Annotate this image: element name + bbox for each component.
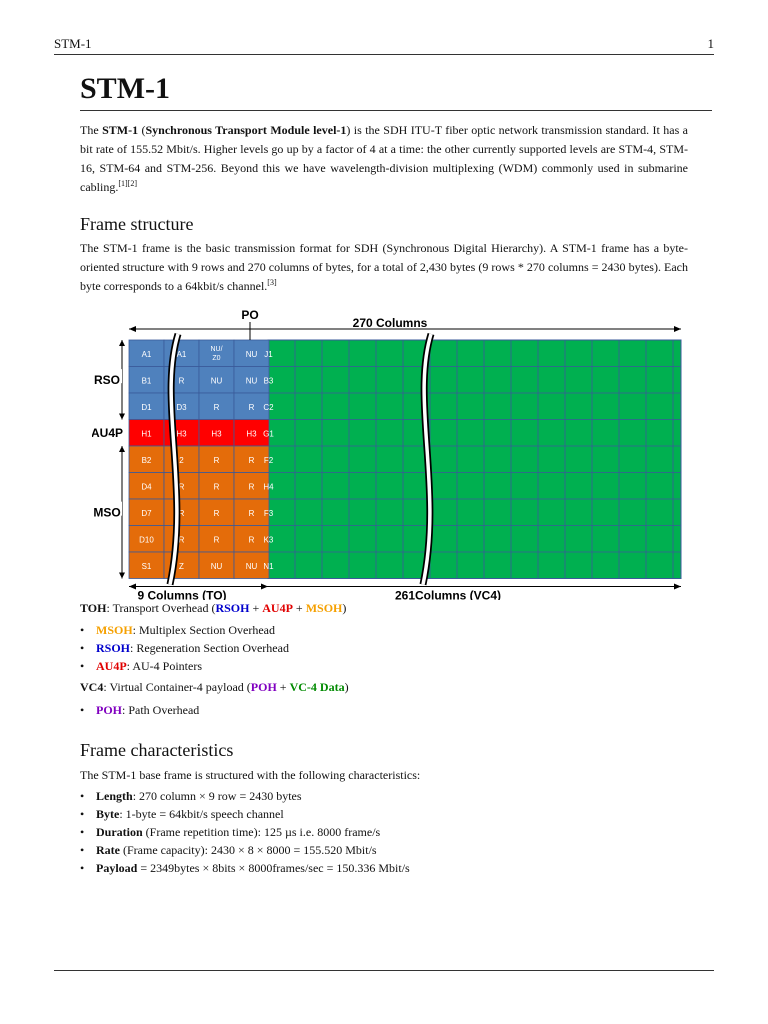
item-text: (Frame capacity): 2430 × 8 × 8000 = 155.520 Mbit/s [120, 843, 377, 857]
overhead-cell-label: D1 [141, 403, 152, 412]
arrowhead [261, 584, 268, 590]
overhead-cell-label: R [248, 456, 255, 465]
arrowhead [119, 414, 125, 420]
au4p-key: AU4P [96, 659, 127, 673]
overhead-cell-label: D7 [141, 509, 152, 518]
frame-diagram-svg [92, 305, 692, 600]
overhead-cell-label: R [248, 403, 255, 412]
toh-label: TOH [80, 601, 107, 615]
vc4-poh: POH [250, 680, 277, 694]
vc4-label: VC4 [80, 680, 104, 694]
poh-desc: : Path Overhead [122, 703, 200, 717]
poh-cell-label: B3 [263, 376, 274, 386]
overhead-cell-label: D3 [176, 403, 187, 412]
overhead-cell-label: A1 [176, 350, 187, 359]
overhead-cell-label: S1 [141, 562, 152, 571]
overhead-cell-label: NU [245, 376, 258, 386]
poh-cell-label: N1 [263, 562, 274, 571]
overhead-cell-label: R [178, 535, 185, 545]
ref-link-3[interactable]: [3] [267, 278, 277, 287]
list-item [80, 701, 199, 719]
overhead-cell-label: H1 [141, 429, 152, 439]
list-item [80, 823, 410, 841]
overhead-cell-label: NU [245, 562, 258, 571]
vc4-data: VC-4 Data [289, 680, 345, 694]
frame-characteristics-intro: The STM-1 base frame is structured with the following characteristics: [80, 768, 421, 782]
list-item [80, 657, 289, 675]
intro-text-3: ) is the SDH ITU-T fiber optic network transmission standard. It has a bit rate of 155.52 Mbit/s. Higher levels go up by a factor of 4 at a time: the other currently supported levels are STM-4, STM-16, STM-64 and STM-256. Beyond this we have wavelength-division multiplexing (WDM) commonly used in submarine cabling. [80, 123, 689, 194]
overhead-cell [199, 340, 234, 367]
arrowhead [119, 340, 125, 346]
item-key: Byte [96, 807, 120, 821]
label-mso: MSO [93, 505, 121, 520]
poh-cell-label: H4 [263, 482, 274, 492]
frame-characteristics-list [80, 787, 410, 877]
page-number: 1 [707, 36, 714, 51]
toh-list [80, 621, 289, 675]
list-item [80, 621, 289, 639]
overhead-cell-label: D4 [141, 482, 152, 492]
overhead-cell-label: B2 [141, 456, 152, 465]
overhead-cell-label: R [213, 535, 220, 545]
title-rule [80, 110, 712, 111]
toh-legend-line [80, 601, 346, 616]
overhead-cell-label: R [248, 482, 255, 492]
intro-bold-fullname: Synchronous Transport Module level-1 [145, 123, 347, 137]
overhead-cell-label: NU [245, 350, 258, 359]
label-po: PO [241, 308, 259, 322]
item-text: = 2349bytes × 8bits × 8000frames/sec = 150.336 Mbit/s [137, 861, 410, 875]
intro-paragraph [80, 121, 688, 197]
au4p-desc: : AU-4 Pointers [126, 659, 203, 673]
item-text: (Frame repetition time): 125 µs i.e. 8000 frame/s [142, 825, 381, 839]
list-item [80, 841, 410, 859]
poh-cell-label: F3 [263, 509, 274, 518]
stm1-frame-diagram [92, 305, 692, 600]
msoh-key: MSOH [96, 623, 133, 637]
overhead-cell-label: NU [210, 562, 223, 571]
vc4-legend-line [80, 680, 349, 695]
item-key: Duration [96, 825, 143, 839]
poh-cell-label: C2 [263, 403, 274, 412]
overhead-cell-label: R [248, 535, 255, 545]
overhead-cell-label: H3 [176, 429, 187, 439]
list-item [80, 805, 410, 823]
poh-cell-label: J1 [264, 350, 273, 359]
label-261-columns: 261Columns (VC4) [394, 588, 502, 600]
list-item [80, 859, 410, 877]
ref-link-2[interactable]: [2] [127, 179, 137, 188]
overhead-cell-label: R [178, 376, 185, 386]
poh-cell-label: F2 [263, 456, 274, 465]
poh-key: POH [96, 703, 122, 717]
overhead-cell-label: R [213, 403, 220, 412]
item-text: : 270 column × 9 row = 2430 bytes [132, 789, 302, 803]
footer-rule [54, 970, 714, 971]
overhead-cell-label: R [178, 482, 185, 492]
toh-text: : Transport Overhead ( [106, 601, 216, 615]
arrowhead [674, 584, 681, 590]
poh-cell-label: K3 [263, 535, 274, 545]
page-title: STM-1 [80, 72, 170, 105]
overhead-cell-label: R [248, 509, 255, 518]
list-item [80, 787, 410, 805]
overhead-cell-label: Z0 [212, 355, 221, 362]
vc4-text: : Virtual Container-4 payload ( [103, 680, 251, 694]
arrowhead [674, 326, 681, 332]
msoh-desc: : Multiplex Section Overhead [132, 623, 275, 637]
overhead-cell-label: H3 [246, 429, 257, 439]
toh-close: ) [342, 601, 347, 615]
overhead-cell-label: Z [179, 562, 184, 571]
overhead-cell-label: H3 [211, 429, 222, 439]
overhead-cell-label: NU [210, 376, 223, 386]
label-rso: RSO [93, 372, 121, 387]
item-key: Payload [96, 861, 138, 875]
arrowhead [129, 584, 136, 590]
overhead-cell-label: B1 [141, 376, 152, 386]
overhead-cell-label: 2 [179, 456, 184, 465]
intro-text-2: ( [138, 123, 146, 137]
rsoh-desc: : Regeneration Section Overhead [130, 641, 289, 655]
overhead-cell-label: R [213, 482, 220, 492]
rsoh-key: RSOH [96, 641, 131, 655]
vc4-plus: + [276, 680, 290, 694]
toh-rsoh: RSOH [215, 601, 250, 615]
overhead-cell-label: D10 [139, 535, 154, 545]
item-key: Length [96, 789, 133, 803]
list-item [80, 639, 289, 657]
item-text: : 1-byte = 64kbit/s speech channel [119, 807, 284, 821]
overhead-cell-label: R [213, 509, 220, 518]
item-key: Rate [96, 843, 120, 857]
label-270-columns: 270 Columns [352, 316, 428, 330]
section-heading-frame-structure: Frame structure [80, 214, 194, 234]
toh-plus-2: + [292, 601, 306, 615]
arrowhead [129, 326, 136, 332]
ref-link-1[interactable]: [1] [118, 179, 128, 188]
frame-structure-text: The STM-1 frame is the basic transmission format for SDH (Synchronous Digital Hierarchy). A STM-1 frame has a byte-oriented structure with 9 rows and 270 columns of bytes, for a total of 2,430 bytes (9 rows * 270 columns = 2430 bytes). Each byte corresponds to a 64kbit/s channel. [80, 241, 688, 293]
intro-text-1: The [80, 123, 103, 137]
arrowhead [119, 446, 125, 452]
overhead-cell-label: R [213, 456, 220, 465]
frame-structure-paragraph [80, 239, 688, 296]
label-au4p: AU4P [92, 425, 124, 440]
overhead-cell-label: NU/ [210, 346, 223, 353]
toh-plus-1: + [249, 601, 263, 615]
overhead-cell-label: R [178, 509, 185, 518]
intro-bold-stm1: STM-1 [102, 123, 139, 137]
toh-au4p: AU4P [262, 601, 293, 615]
toh-msoh: MSOH [305, 601, 343, 615]
section-heading-frame-characteristics: Frame characteristics [80, 740, 234, 760]
vc4-close: ) [344, 680, 349, 694]
label-9-columns: 9 Columns (TO) [137, 588, 227, 600]
overhead-cell-label: A1 [141, 350, 152, 359]
poh-cell-label: G1 [263, 429, 274, 439]
arrowhead [119, 573, 125, 579]
header-title: STM-1 [54, 36, 92, 51]
page-header [54, 36, 714, 55]
vc4-list [80, 701, 199, 719]
